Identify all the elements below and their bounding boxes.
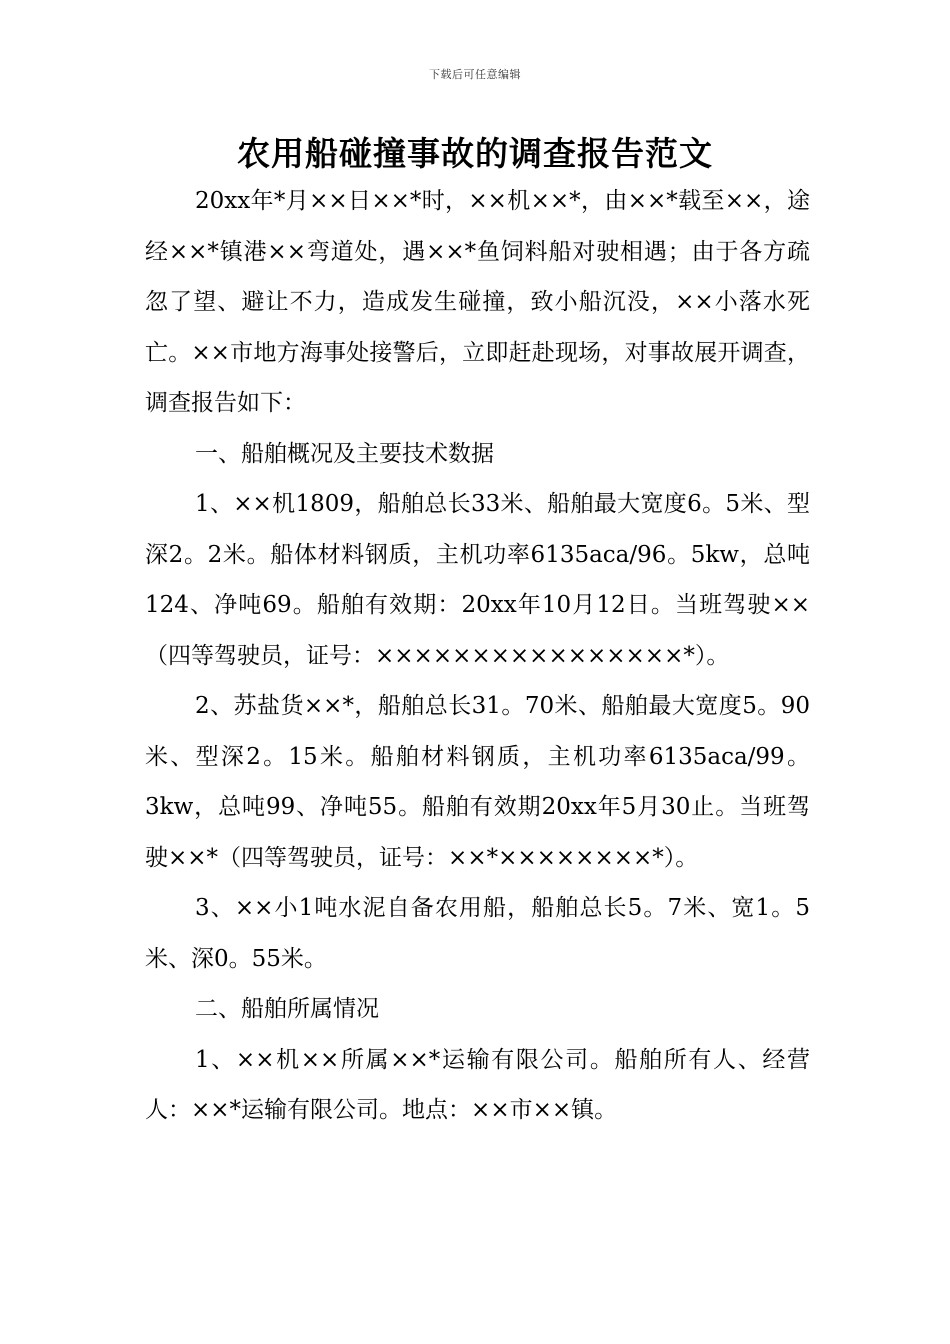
vessel-3-paragraph: 3、××小1吨水泥自备农用船，船舶总长5。7米、宽1。5米、深0。55米。 xyxy=(145,895,810,972)
ownership-paragraph: 1、××机××所属××*运输有限公司。船舶所有人、经营人：××*运输有限公司。地点：××市××镇。 xyxy=(145,1046,810,1123)
vessel-2-paragraph: 2、苏盐货××*，船舶总长31。70米、船舶最大宽度5。90米、型深2。15米。船舶材料钢质，主机功率6135aca/99。3kw，总吨99、净吨55。船舶有效期20xx年5月30止。当班驾驶××*（四等驾驶员，证号：××*××××××××*）。 xyxy=(145,693,810,871)
page-header-note: 下载后可任意编辑 xyxy=(429,68,521,81)
vessel-1-paragraph: 1、××机1809，船舶总长33米、船舶最大宽度6。5米、型深2。2米。船体材料钢质，主机功率6135aca/96。5kw，总吨124、净吨69。船舶有效期：20xx年10月12日。当班驾驶××（四等驾驶员，证号：××××××××××××××××*）。 xyxy=(145,491,810,669)
section-heading-ownership: 二、船舶所属情况 xyxy=(195,996,379,1022)
document-body xyxy=(145,176,810,1136)
document-title: 农用船碰撞事故的调查报告范文 xyxy=(237,134,713,173)
intro-paragraph: 20xx年*月××日××*时，××机××*，由××*载至××，途经××*镇港××弯道处，遇××*鱼饲料船对驶相遇；由于各方疏忽了望、避让不力，造成发生碰撞，致小船沉没，××小落水死亡。××市地方海事处接警后，立即赶赴现场，对事故展开调查，调查报告如下： xyxy=(145,188,810,416)
section-heading-vessel-overview: 一、船舶概况及主要技术数据 xyxy=(195,440,494,467)
